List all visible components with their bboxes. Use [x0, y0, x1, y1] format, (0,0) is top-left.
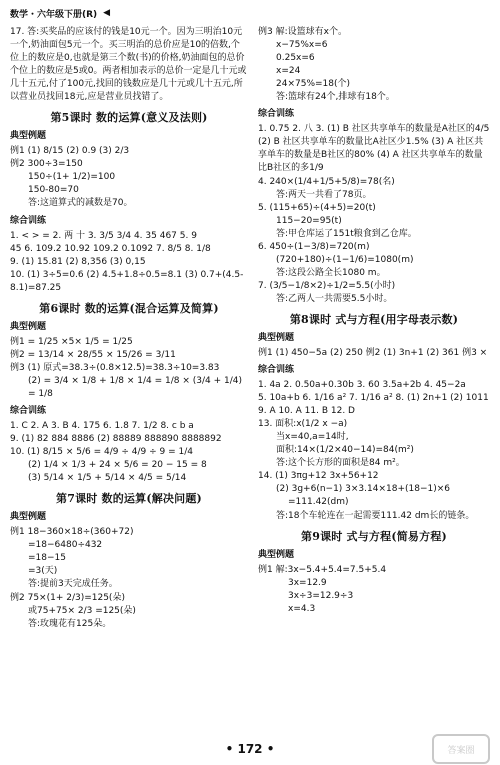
lesson8-practice-2: 5. 10a+b 6. 1/16 a² 7. 1/16 a² 8. (1) 2n+1 (2) 1011: [258, 393, 489, 404]
lesson8-practice-11: 答:18个车轮连在一起需要111.42 dm长的链条。: [276, 510, 475, 521]
right-practice-6: 115−20=95(t): [276, 215, 342, 226]
lesson5-example-1: 例1 (1) 8/15 (2) 0.9 (3) 2/3: [10, 146, 130, 157]
right-practice-3: 4. 240×(1/4+1/5+5/8)=78(名): [258, 176, 395, 187]
right-practice-2: (2) B 社区共享单车的数量比A社区少1.5% (3) A 社区共享单车的数量是B社区的80% (4) A 社区共享单车的数量比B社区的多1/9: [258, 137, 484, 174]
lesson6-example-1: 例1 = 1/25 ×5× 1/5 = 1/25: [10, 336, 133, 347]
lesson5-example-3: 150÷(1+ 1/2)=100: [28, 172, 116, 183]
lesson6-practice-3: 10. (1) 8/15 × 5/6 = 4/9 ÷ 4/9 ÷ 9 = 1/4: [10, 447, 193, 458]
lesson6-practice-5: (3) 5/14 × 1/5 + 5/14 × 4/5 = 5/14: [28, 473, 187, 484]
left-column: [10, 26, 248, 631]
lesson7-example-2: =18−6480÷432: [28, 540, 103, 551]
lesson9-title: 第9课时 式与方程(简易方程): [301, 529, 447, 543]
typical-title-8: 典型例题: [258, 332, 295, 343]
lesson8-practice-6: 面积:14×(1/2×40−14)=84(m²): [276, 445, 414, 456]
right-practice-1: 1. 0.75 2. 八 3. (1) B 社区共享单车的数量是A社区的4/5: [258, 124, 490, 135]
lesson6-example-3: 例3 (1) 原式=38.3÷(0.8×12.5)=38.3÷10=3.83: [10, 362, 220, 373]
page-number: • 172 •: [225, 742, 275, 756]
lesson9-example-2: 3x=12.9: [288, 577, 327, 588]
lesson8-title: 第8课时 式与方程(用字母表示数): [289, 312, 459, 326]
lesson9-example-3: 3x÷3=12.9÷3: [288, 590, 354, 601]
lesson5-title: 第5课时 数的运算(意义及法则): [50, 111, 208, 125]
lesson7-title: 第7课时 数的运算(解决问题): [56, 492, 202, 506]
lesson7-example-4: =3(天): [28, 566, 58, 577]
lesson6-example-2: 例2 = 13/14 × 28/55 × 15/26 = 3/11: [10, 349, 176, 360]
lesson8-practice-4: 13. 面积:x(1/2 x −a): [258, 419, 348, 430]
typical-title-5: 典型例题: [10, 131, 47, 142]
synthesis-title-6: 综合训练: [10, 406, 47, 416]
right-practice-8: 6. 450÷(1−3/8)=720(m): [258, 241, 370, 252]
lesson8-practice-3: 9. A 10. A 11. B 12. D: [258, 406, 355, 417]
lesson7-example-3: =18−15: [28, 553, 66, 564]
lesson6-title: 第6课时 数的运算(混合运算及简算): [39, 301, 219, 315]
page-header: [10, 4, 110, 22]
intro-paragraph: 17. 答:买奖品的应该付的钱是10元一个。因为三明治10元一个,奶油面包5元一个。买三明治的总价应是10的倍数,个位上的数应是0,也就是第三个数(书)的价格,奶油面包的总价个位上的数应是5或0。两者相加表示的总价一定是几十元或几十五元,付了100元,找回的钱数应是几十元或几十五元,所以营业员找回18元,应是营业员找错了。: [10, 27, 247, 103]
synthesis-title-5: 综合训练: [10, 215, 47, 226]
right-practice-5: 5. (115+65)÷(4+5)=20(t): [258, 202, 376, 213]
typical-title-9: 典型例题: [258, 549, 295, 560]
lesson8-practice-5: 当x=40,a=14时,: [276, 432, 349, 443]
lesson7-example-1: 例1 18−360×18÷(360+72): [10, 527, 134, 538]
synthesis-title-8: 综合训练: [258, 365, 295, 376]
right-practice-11: 7. (3/5−1/8×2)÷1/2=5.5(小时): [258, 280, 396, 291]
lesson8-practice-8: 14. (1) 3πg+12 3x+56+12: [258, 471, 379, 482]
typical-title-7: 典型例题: [10, 512, 47, 523]
lesson6-example-4: (2) = 3/4 × 1/8 + 1/8 × 1/4 = 1/8 × (3/4 + 1/4) = 1/8: [28, 375, 243, 399]
lesson7-example-8: 答:玫瑰花有125朵。: [28, 618, 112, 629]
right-practice-7: 答:甲仓库运了151t粮食到乙仓库。: [276, 228, 417, 239]
right-practice-4: 答:两天一共看了78页。: [276, 189, 372, 200]
right-column: [258, 26, 490, 616]
lesson5-practice-1: 1. < > = 2. 两 十 3. 3/5 3/4 4. 35 467 5. 9: [10, 230, 197, 241]
right-top-4: x=24: [276, 66, 301, 77]
lesson5-practice-3: 9. (1) 15.81 (2) 8,356 (3) 0,15: [10, 256, 146, 267]
lesson8-practice-1: 1. 4a 2. 0.50a+0.30b 3. 60 3.5a+2b 4. 45−2a: [258, 380, 466, 391]
lesson6-practice-2: 9. (1) 82 884 8886 (2) 88889 888890 8888892: [10, 434, 222, 445]
header-marker-icon: ◀: [103, 8, 111, 18]
right-practice-12: 答:乙两人一共需要5.5小时。: [276, 293, 393, 304]
lesson5-example-4: 150-80=70: [28, 185, 79, 196]
lesson5-example-5: 答:这道算式的减数是70。: [28, 198, 133, 209]
lesson7-example-5: 答:提前3天完成任务。: [28, 579, 118, 590]
right-practice-9: (720+180)÷(1−1/6)=1080(m): [276, 254, 414, 265]
stamp: 答案圈: [432, 734, 490, 764]
header-label: 数学・六年级下册(R): [10, 9, 98, 20]
lesson8-example-1: 例1 (1) 450−5a (2) 250 例2 (1) 3n+1 (2) 361 例3 ×: [258, 347, 488, 358]
right-top-3: 0.25x=6: [276, 53, 315, 64]
right-top-1: 例3 解:设篮球有x个。: [258, 27, 347, 37]
lesson8-practice-10: =111.42(dm): [288, 497, 349, 508]
lesson5-practice-4: 10. (1) 3÷5=0.6 (2) 4.5+1.8÷0.5=8.1 (3) 0.7+(4.5-8.1)=87.25: [10, 269, 244, 293]
lesson7-example-6: 例2 75×(1+ 2/3)=125(朵): [10, 592, 125, 603]
lesson6-practice-4: (2) 1/4 × 1/3 + 24 × 5/6 = 20 − 15 = 8: [28, 460, 207, 471]
right-top-6: 答:篮球有24个,排球有18个。: [276, 92, 395, 103]
lesson8-practice-9: (2) 3g+6(n−1) 3×3.14×18+(18−1)×6: [276, 484, 451, 495]
typical-title-6: 典型例题: [10, 321, 47, 332]
right-top-5: 24×75%=18(个): [276, 79, 351, 90]
lesson5-example-2: 例2 300÷3=150: [10, 159, 83, 170]
right-synthesis-title: 综合训练: [258, 109, 295, 120]
right-practice-10: 答:这段公路全长1080 m。: [276, 267, 386, 278]
lesson6-practice-1: 1. C 2. A 3. B 4. 175 6. 1.8 7. 1/2 8. c b a: [10, 421, 194, 432]
lesson9-example-1: 例1 解:3x−5.4+5.4=7.5+5.4: [258, 564, 387, 575]
lesson5-practice-2: 45 6. 109.2 10.92 109.2 0.1092 7. 8/5 8. 1/8: [10, 243, 211, 254]
lesson9-example-4: x=4.3: [288, 603, 316, 614]
right-top-2: x−75%x=6: [276, 40, 328, 51]
lesson8-practice-7: 答:这个长方形的面积是84 m²。: [276, 458, 405, 469]
lesson7-example-7: 或75+75× 2/3 =125(朵): [28, 605, 136, 616]
